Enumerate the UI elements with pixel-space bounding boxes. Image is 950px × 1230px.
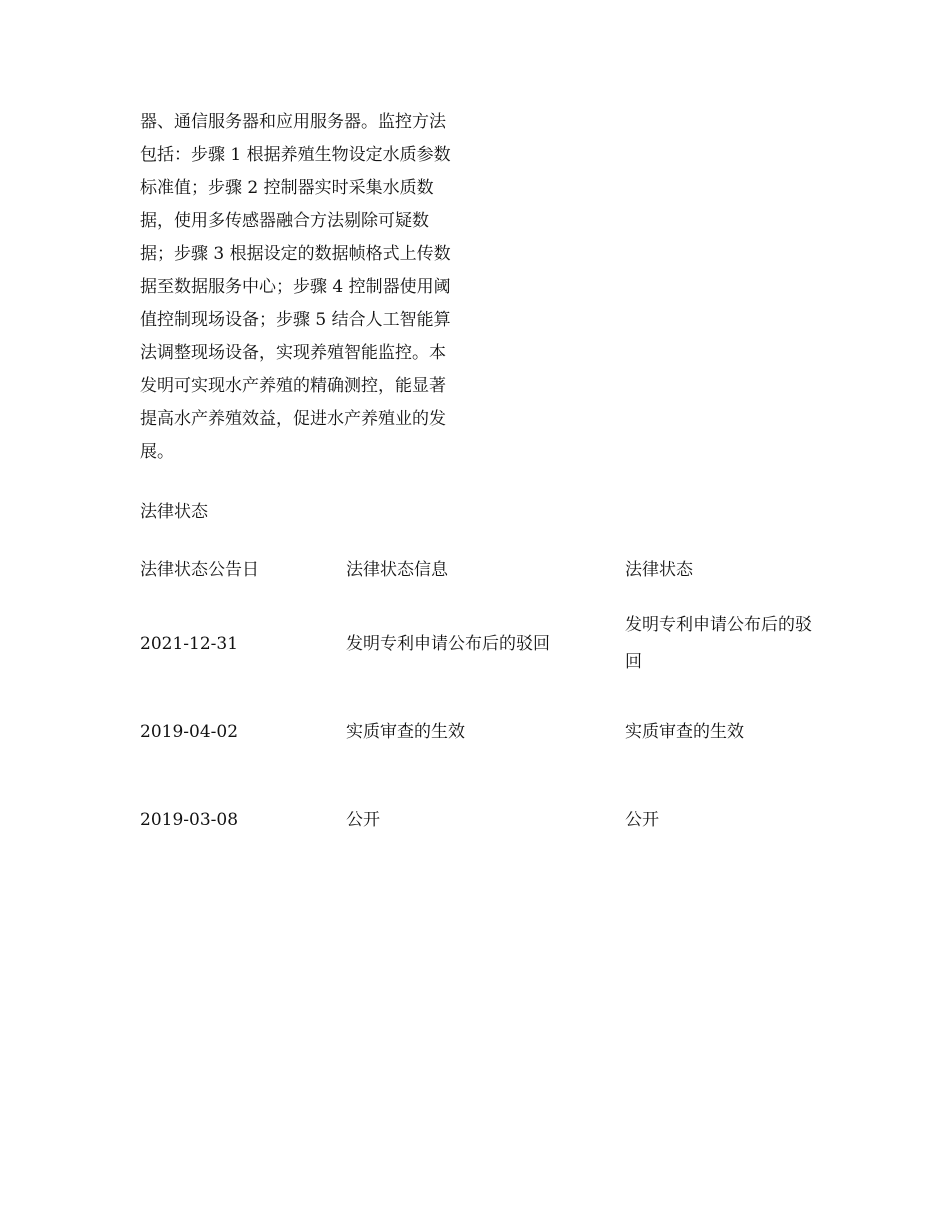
abstract-line: 法调整现场设备，实现养殖智能监控。本 [140,343,446,363]
abstract-line: 标准值；步骤 2 控制器实时采集水质数 [140,178,434,198]
abstract-line: 提高水产养殖效益，促进水产养殖业的发 [140,409,446,429]
abstract-line: 包括：步骤 1 根据养殖生物设定水质参数 [140,145,451,165]
cell-info: 公开 [346,809,380,830]
legal-status-table [140,540,840,864]
cell-status: 实质审查的生效 [625,721,744,742]
column-header-status: 法律状态 [625,559,693,580]
abstract-line: 发明可实现水产养殖的精确测控，能显著 [140,376,446,396]
abstract-line: 据；步骤 3 根据设定的数据帧格式上传数 [140,244,451,264]
legal-status-heading: 法律状态 [140,502,208,522]
cell-date: 2021-12-31 [140,633,239,654]
cell-info: 实质审查的生效 [346,721,465,742]
abstract-text [140,106,458,469]
abstract-line: 据至数据服务中心；步骤 4 控制器使用阈 [140,277,451,297]
abstract-line: 器、通信服务器和应用服务器。监控方法 [140,112,446,132]
table-row [140,600,840,688]
table-row [140,688,840,776]
cell-date: 2019-03-08 [140,809,239,830]
column-header-date: 法律状态公告日 [140,559,259,580]
abstract-line: 展。 [140,442,174,462]
cell-date: 2019-04-02 [140,721,239,742]
column-header-info: 法律状态信息 [346,559,448,580]
cell-status: 公开 [625,809,659,830]
abstract-line: 据，使用多传感器融合方法剔除可疑数 [140,211,429,231]
cell-info: 发明专利申请公布后的驳回 [346,633,550,654]
table-row [140,776,840,864]
cell-status: 发明专利申请公布后的驳回 [625,615,812,672]
table-header-row [140,540,840,600]
abstract-line: 值控制现场设备；步骤 5 结合人工智能算 [140,310,451,330]
